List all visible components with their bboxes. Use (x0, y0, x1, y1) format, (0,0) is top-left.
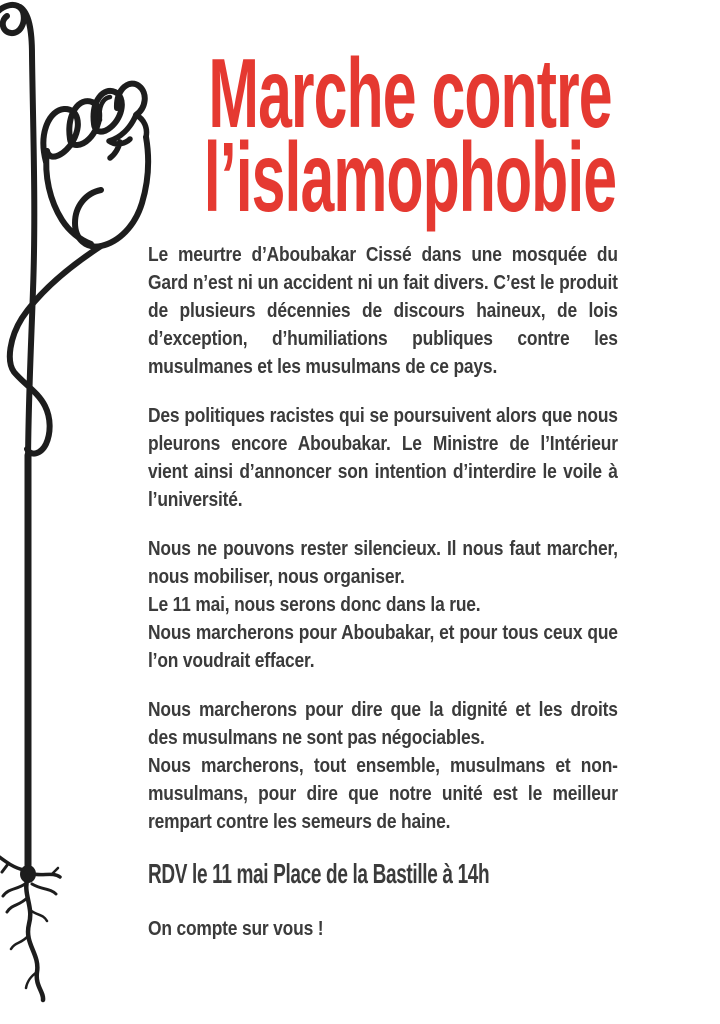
body-paragraph-1 (148, 241, 618, 381)
wrist-leaf-line (10, 246, 101, 454)
paragraph-segment: Nous marcherons pour dire que la dignité et les droits des musulmans ne sont pas négociables. (148, 699, 618, 749)
paragraph-segment: Nous ne pouvons rester silencieux. Il nous faut marcher, nous mobiliser, nous organiser. (148, 538, 618, 588)
body-paragraph-4 (148, 696, 618, 836)
body-text-column (148, 241, 618, 943)
root-branch-left-1-fork (2, 864, 8, 872)
raised-fist-plant-illustration (0, 0, 170, 1024)
poster-title-line-2: l’islamophobie (203, 122, 617, 232)
rdv-meeting-line (148, 857, 618, 891)
upper-stem-line (20, 7, 34, 470)
root-branch-right-2 (32, 884, 56, 894)
root-branch-right-1-fork (52, 868, 58, 874)
root-branch-left-3 (7, 898, 27, 912)
poster-title (150, 38, 671, 232)
paragraph-segment: Des politiques racistes qui se poursuivent alors que nous pleurons encore Aboubakar. Le Ministre de l’Intérieur vient ainsi d’annoncer son intention d’interdire le voile à l’université. (148, 405, 618, 511)
root-branch-left-2 (3, 884, 25, 896)
paragraph-segment: Le 11 mai, nous serons donc dans la rue. (148, 594, 481, 616)
paragraph-segment: Le meurtre d’Aboubakar Cissé dans une mosquée du Gard n’est ni un accident ni un fait divers. C’est le produit de plusieurs décennies de discours haineux, de lois d’exception, d’humiliations publiques contre les musulmanes et les musulmans de ce pays. (148, 244, 618, 378)
body-paragraph-2 (148, 402, 618, 514)
paragraph-segment: Nous marcherons, tout ensemble, musulmans et non-musulmans, pour dire que notre unité est le meilleur rempart contre les semeurs de haine. (148, 755, 618, 833)
paragraph-segment: Nous marcherons pour Aboubakar, et pour tous ceux que l’on voudrait effacer. (148, 622, 618, 672)
body-paragraph-3 (148, 535, 618, 675)
root-branch-right-3 (30, 910, 47, 921)
closing-line: On compte sur vous ! (148, 918, 324, 940)
knuckle-inner-line (100, 97, 110, 120)
rdv-meeting-text: RDV le 11 mai Place de la Bastille à 14h (148, 858, 490, 889)
root-offshoot-left (11, 936, 28, 949)
poster-title-line-1: Marche contre (208, 38, 612, 148)
root-branch-right-1 (33, 874, 60, 877)
